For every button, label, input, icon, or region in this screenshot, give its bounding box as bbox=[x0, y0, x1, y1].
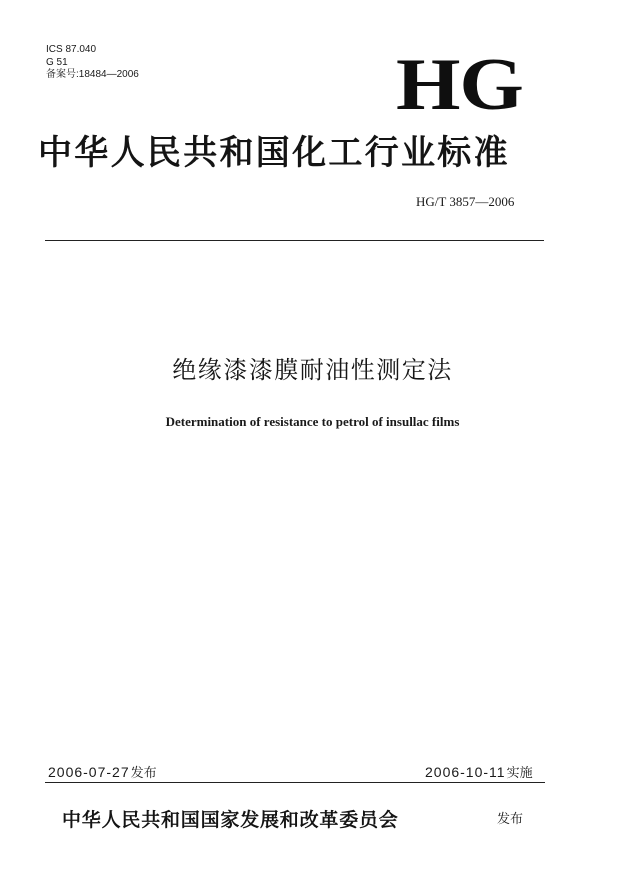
publisher-name: 中华人民共和国国家发展和改革委员会 bbox=[62, 809, 399, 831]
implementation-date-line bbox=[425, 763, 533, 783]
standard-code: HG/T 3857—2006 bbox=[416, 194, 515, 209]
classification-block bbox=[46, 44, 139, 82]
issue-date: 2006-07-27 bbox=[48, 764, 130, 780]
hg-logo: HG bbox=[396, 44, 523, 126]
implementation-label: 实施 bbox=[506, 766, 533, 781]
footer-divider bbox=[45, 782, 545, 783]
header-divider bbox=[45, 240, 544, 241]
ccs-code: G 51 bbox=[46, 56, 68, 68]
issue-date-line bbox=[48, 763, 157, 783]
document-title-cn: 绝缘漆漆膜耐油性测定法 bbox=[172, 356, 453, 384]
publish-label: 发布 bbox=[497, 812, 524, 827]
ics-code: ICS 87.040 bbox=[46, 44, 97, 55]
standard-category-title: 中华人民共和国化工行业标准 bbox=[38, 133, 510, 173]
record-number: 备案号:18484—2006 bbox=[46, 69, 139, 80]
document-title-en: Determination of resistance to petrol of insullac films bbox=[165, 414, 460, 429]
issue-label: 发布 bbox=[130, 766, 157, 781]
implementation-date: 2006-10-11 bbox=[425, 764, 506, 780]
